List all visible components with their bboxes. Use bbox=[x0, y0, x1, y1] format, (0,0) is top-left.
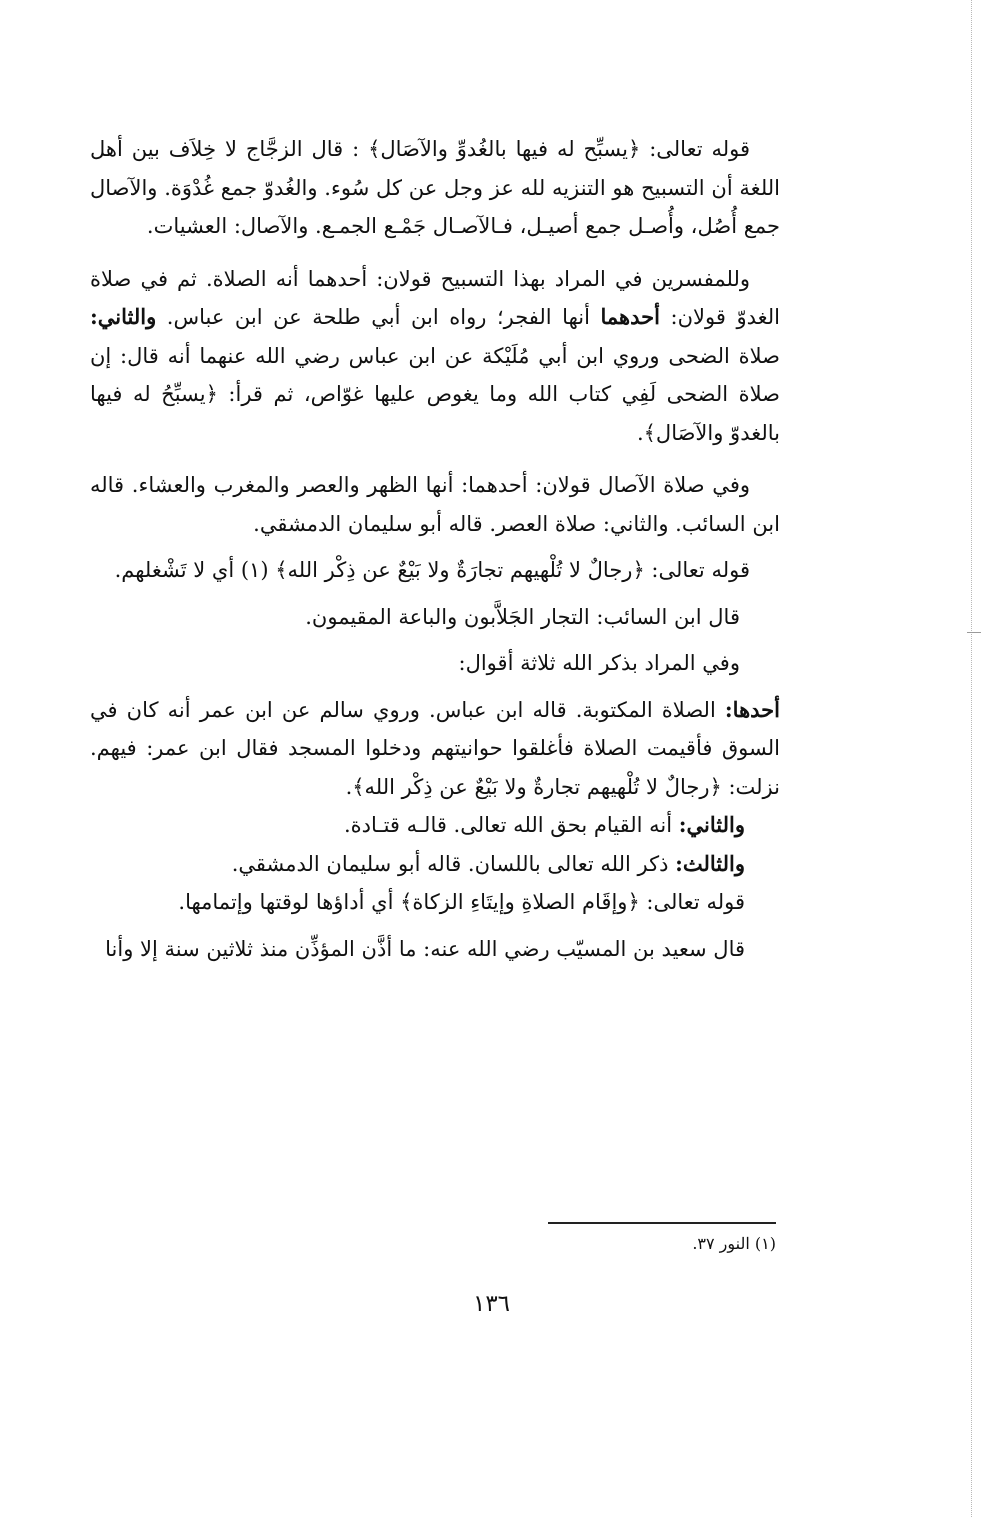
paragraph-11: قال سعيد بن المسيّب رضي الله عنه: ما أذَّن المؤذِّن منذ ثلاثين سنة إلا وأنا bbox=[105, 936, 745, 961]
paragraph-2-middle: أنها الفجر؛ رواه ابن أبي طلحة عن ابن عباس. bbox=[156, 305, 601, 329]
paragraph-7-bold: أحدها: bbox=[724, 696, 780, 722]
paragraph-8 bbox=[90, 806, 780, 845]
paragraph-8-text: أنه القيام بحق الله تعالى. قالـه قتـادة. bbox=[344, 813, 679, 837]
paragraph-7-text: الصلاة المكتوبة. قاله ابن عباس. وروي سالم عن ابن عمر أنه كان في السوق فأقيمت الصلاة فأغلقوا حوانيتهم ودخلوا المسجد فقال ابن عمر: فيهم. نزلت: ﴿رجالٌ لا تُلْهيهم تجارةٌ ولا بَيْعٌ عن ذِكْر الله﴾. bbox=[90, 697, 780, 799]
paragraph-5: قال ابن السائب: التجار الجَلاَّبون والباعة المقيمون. bbox=[305, 604, 740, 629]
paragraph-3: وفي صلاة الآصال قولان: أحدهما: أنها الظهر والعصر والمغرب والعشاء. قاله ابن السائب. والثاني: صلاة العصر. قاله أبو سليمان الدمشقي. bbox=[90, 473, 780, 536]
paragraph-2-bold-first: أحدهما bbox=[600, 304, 660, 329]
paragraph-9 bbox=[90, 845, 780, 884]
scan-edge-tick bbox=[967, 632, 981, 633]
footnote-divider bbox=[548, 1222, 776, 1224]
paragraph-2-text: وللمفسرين في المراد بهذا التسبيح قولان: أحدهما أنه الصلاة. ثم في صلاة الغدوّ قولان: bbox=[90, 266, 781, 329]
paragraph-2-end: صلاة الضحى وروي ابن أبي مُلَيْكة عن ابن عباس رضي الله عنهما أنه قال: إن صلاة الضحى لَفِي كتاب الله وما يغوص عليها غوّاص، ثم قرأ: ﴿يسبِّحُ له فيها بالغدوّ والآصَال﴾. bbox=[90, 343, 780, 445]
paragraph-4: قوله تعالى: ﴿رجالٌ لا تُلْهيهم تجارَةٌ ولا بَيْعٌ عن ذِكْر الله﴾ (١) أي لا تَشْغلهم. bbox=[114, 558, 750, 582]
footnote: (١) النور ٣٧. bbox=[692, 1234, 776, 1253]
paragraph-10: قوله تعالى: ﴿وإقَام الصلاةِ وإيتَاءِ الزكاة﴾ أي أداؤها لوقتها وإتمامها. bbox=[178, 890, 745, 914]
main-text bbox=[90, 130, 780, 968]
paragraph-8-bold: والثاني: bbox=[678, 812, 745, 837]
paragraph-2-bold-second: والثاني: bbox=[90, 304, 157, 329]
paragraph-6: وفي المراد بذكر الله ثلاثة أقوال: bbox=[458, 651, 740, 675]
paragraph-9-bold: والثالث: bbox=[675, 850, 745, 876]
paragraph-1: قوله تعالى: ﴿يسبِّح له فيها بالغُدوِّ والآصَال﴾ : قال الزجَّاج لا خِلاَف بين أهل اللغة أن التسبيح هو التنزيه لله عز وجل عن كل سُوء. والغُدوّ جمع غُدْوَة. والآصال جمع أُصُل، وأُصـل جمع أصيـل، فـالآصـال جَمْـع الجمـع. والآصال: العشيات. bbox=[90, 137, 780, 238]
paragraph-7 bbox=[90, 691, 780, 807]
page-number: ١٣٦ bbox=[472, 1291, 511, 1317]
paragraph-9-text: ذكر الله تعالى باللسان. قاله أبو سليمان الدمشقي. bbox=[231, 851, 676, 876]
paragraph-2 bbox=[90, 260, 780, 453]
